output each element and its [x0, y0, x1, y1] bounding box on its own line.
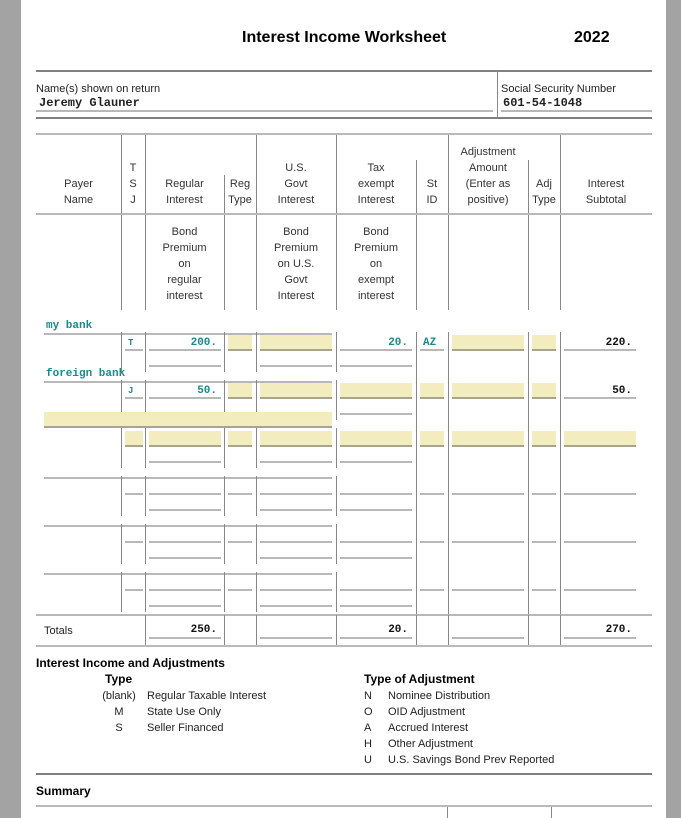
bond-premium-field-regular[interactable]	[149, 543, 221, 559]
divider	[36, 70, 652, 72]
field-adj-type[interactable]	[532, 383, 556, 399]
divider	[36, 110, 493, 112]
col-divider	[448, 332, 449, 380]
type-legend	[91, 688, 266, 736]
field-adj-amount[interactable]	[452, 335, 524, 351]
field-tsj[interactable]	[125, 383, 143, 399]
payer-name-field[interactable]	[44, 412, 332, 428]
value-subtotal: 220.	[605, 337, 632, 349]
field-adj-type[interactable]	[532, 575, 556, 591]
adjustment-legend-item: O OID Adjustment	[364, 706, 466, 718]
field-reg-type[interactable]	[228, 335, 252, 351]
adjustment-legend-item: A Accrued Interest	[364, 722, 469, 734]
bond-premium-field-regular[interactable]	[149, 351, 221, 367]
col-divider	[256, 476, 257, 516]
value-subtotal: 50.	[612, 385, 632, 397]
field-adj-amount[interactable]	[452, 431, 524, 447]
col-header-tax-exempt: Tax exempt Interest	[357, 162, 395, 206]
col-header-payer: Payer Name	[63, 178, 94, 206]
total-us-govt-field	[260, 623, 332, 639]
col-divider	[528, 524, 529, 572]
divider	[36, 213, 652, 215]
col-divider	[256, 615, 257, 646]
field-st-id[interactable]	[420, 383, 444, 399]
col-divider	[336, 524, 337, 564]
col-divider	[528, 476, 529, 524]
field-us-govt[interactable]	[260, 479, 332, 495]
col-header-subtotal: Interest Subtotal	[585, 178, 627, 206]
col-header-adj-amount: Adjustment Amount (Enter as positive)	[460, 146, 516, 206]
col-divider	[448, 476, 449, 524]
value-regular: 50.	[197, 385, 217, 397]
field-tax-exempt[interactable]	[340, 383, 412, 399]
adjustment-legend-title: Type of Adjustment	[364, 672, 475, 686]
col-divider	[121, 572, 122, 612]
field-adj-amount[interactable]	[452, 479, 524, 495]
field-adj-amount[interactable]	[452, 527, 524, 543]
payer-name: foreign bank	[46, 368, 126, 380]
col-header-adj-type: Adj Type	[532, 178, 556, 206]
divider	[36, 117, 652, 119]
value-tax-exempt: 20.	[388, 337, 408, 349]
col-divider	[560, 476, 561, 524]
col-header-tsj: T S J	[129, 162, 137, 206]
col-divider	[336, 615, 337, 646]
field-subtotal[interactable]	[564, 335, 636, 351]
bond-premium-field-tax-exempt[interactable]	[340, 591, 412, 607]
summary-title: Summary	[36, 784, 91, 798]
col-divider	[336, 572, 337, 612]
col-divider	[145, 615, 146, 646]
field-subtotal[interactable]	[564, 575, 636, 591]
col-divider	[448, 572, 449, 620]
totals-label: Totals	[44, 625, 73, 637]
col-divider	[416, 572, 417, 620]
col-divider	[560, 380, 561, 428]
payer-name: my bank	[46, 320, 93, 332]
col-header-reg-type: Reg Type	[228, 178, 252, 206]
col-divider	[416, 615, 417, 646]
col-divider	[224, 524, 225, 564]
bond-premium-field-tax-exempt[interactable]	[340, 543, 412, 559]
type-legend-item: S Seller Financed	[115, 722, 224, 734]
col-header-us-govt: U.S. Govt Interest	[277, 162, 315, 206]
col-divider	[336, 476, 337, 516]
field-adj-type[interactable]	[532, 431, 556, 447]
col-divider	[448, 615, 449, 646]
bond-premium-field-regular[interactable]	[149, 447, 221, 463]
col-header-st-id: St ID	[426, 178, 438, 206]
subheader-exempt-premium: Bond Premium on exempt interest	[353, 226, 398, 302]
col-divider	[145, 524, 146, 564]
field-st-id[interactable]	[420, 575, 444, 591]
col-divider	[560, 572, 561, 620]
col-divider	[448, 524, 449, 572]
bond-premium-field-us-govt[interactable]	[260, 351, 332, 367]
bond-premium-field-us-govt[interactable]	[260, 543, 332, 559]
field-reg-type[interactable]	[228, 431, 252, 447]
subheader-govt-premium: Bond Premium on U.S. Govt Interest	[273, 226, 318, 302]
field-us-govt[interactable]	[260, 527, 332, 543]
field-regular[interactable]	[149, 335, 221, 351]
divider	[36, 773, 652, 775]
col-divider	[224, 428, 225, 468]
field-st-id[interactable]	[420, 527, 444, 543]
divider	[36, 645, 652, 647]
field-adj-type[interactable]	[532, 479, 556, 495]
col-divider	[560, 615, 561, 646]
col-divider	[256, 572, 257, 612]
field-tsj[interactable]	[125, 335, 143, 351]
field-reg-type[interactable]	[228, 527, 252, 543]
adjustment-legend-item: H Other Adjustment	[364, 738, 473, 750]
field-tsj[interactable]	[125, 431, 143, 447]
col-divider	[145, 428, 146, 468]
field-st-id[interactable]	[420, 479, 444, 495]
field-regular[interactable]	[149, 479, 221, 495]
adjustment-legend-item: N Nominee Distribution	[364, 690, 491, 702]
name-label: Name(s) shown on return	[36, 83, 161, 95]
col-divider	[528, 572, 529, 620]
field-reg-type[interactable]	[228, 383, 252, 399]
bond-premium-field-us-govt[interactable]	[260, 591, 332, 607]
col-divider	[224, 476, 225, 516]
col-divider	[528, 380, 529, 428]
value-regular: 200.	[190, 337, 217, 349]
col-divider	[416, 428, 417, 476]
field-regular[interactable]	[149, 527, 221, 543]
field-us-govt[interactable]	[260, 575, 332, 591]
col-divider	[447, 807, 448, 818]
col-divider	[121, 332, 122, 372]
adjustment-legend	[364, 688, 554, 768]
col-header-regular: Regular Interest	[165, 178, 204, 206]
col-divider	[336, 380, 337, 420]
col-divider	[224, 615, 225, 646]
col-divider	[551, 807, 552, 818]
col-divider	[528, 428, 529, 476]
field-us-govt[interactable]	[260, 335, 332, 351]
divider	[497, 71, 498, 118]
col-divider	[256, 428, 257, 468]
col-divider	[448, 380, 449, 428]
bond-premium-field-us-govt[interactable]	[260, 447, 332, 463]
col-divider	[416, 524, 417, 572]
col-divider	[560, 428, 561, 476]
worksheet-title: Interest Income Worksheet	[242, 29, 447, 46]
col-divider	[336, 428, 337, 468]
field-tsj[interactable]	[125, 527, 143, 543]
col-divider	[528, 615, 529, 646]
col-divider	[560, 524, 561, 572]
legend-title: Interest Income and Adjustments	[36, 656, 225, 670]
bond-premium-field-us-govt[interactable]	[260, 495, 332, 511]
total-tax-exempt-field: 20.	[340, 623, 412, 639]
total-adj-amount-field	[452, 623, 524, 639]
field-adj-type[interactable]	[532, 527, 556, 543]
field-subtotal[interactable]	[564, 431, 636, 447]
col-divider	[145, 572, 146, 612]
value-tsj: J	[128, 386, 134, 396]
bond-premium-field-tax-exempt[interactable]	[340, 447, 412, 463]
field-us-govt[interactable]	[260, 431, 332, 447]
col-divider	[145, 332, 146, 372]
field-tax-exempt[interactable]	[340, 527, 412, 543]
col-divider	[416, 476, 417, 524]
field-reg-type[interactable]	[228, 575, 252, 591]
field-tax-exempt[interactable]	[340, 575, 412, 591]
col-divider	[448, 428, 449, 476]
bond-premium-field-tax-exempt[interactable]	[340, 495, 412, 511]
field-tax-exempt[interactable]	[340, 335, 412, 351]
bond-premium-field-regular[interactable]	[149, 495, 221, 511]
field-st-id[interactable]	[420, 431, 444, 447]
field-tsj[interactable]	[125, 575, 143, 591]
field-regular[interactable]	[149, 431, 221, 447]
field-tax-exempt[interactable]	[340, 431, 412, 447]
divider	[36, 805, 652, 807]
col-divider	[416, 332, 417, 380]
col-divider	[256, 332, 257, 372]
field-st-id[interactable]	[420, 335, 444, 351]
field-adj-type[interactable]	[532, 335, 556, 351]
bond-premium-field-tax-exempt[interactable]	[340, 399, 412, 415]
type-legend-item: M State Use Only	[114, 706, 221, 718]
total-regular-field: 250.	[149, 623, 221, 639]
adjustment-legend-item: U U.S. Savings Bond Prev Reported	[364, 754, 555, 766]
field-reg-type[interactable]	[228, 479, 252, 495]
ssn-field[interactable]: 601-54-1048	[503, 96, 583, 110]
field-adj-amount[interactable]	[452, 575, 524, 591]
divider	[501, 110, 652, 112]
type-legend-title: Type	[105, 672, 133, 686]
col-divider	[121, 524, 122, 564]
field-adj-amount[interactable]	[452, 383, 524, 399]
field-subtotal[interactable]	[564, 383, 636, 399]
taxpayer-name-field[interactable]: Jeremy Glauner	[39, 96, 140, 110]
col-divider	[256, 524, 257, 564]
bond-premium-field-tax-exempt[interactable]	[340, 351, 412, 367]
col-divider	[416, 380, 417, 428]
col-divider	[224, 332, 225, 372]
tax-year: 2022	[574, 29, 610, 46]
col-divider	[121, 476, 122, 516]
field-us-govt[interactable]	[260, 383, 332, 399]
ssn-label: Social Security Number	[501, 83, 616, 95]
worksheet-page	[21, 0, 666, 818]
col-divider	[528, 332, 529, 380]
field-regular[interactable]	[149, 575, 221, 591]
col-divider	[560, 332, 561, 380]
bond-premium-field-regular[interactable]	[149, 591, 221, 607]
field-subtotal[interactable]	[564, 479, 636, 495]
field-tsj[interactable]	[125, 479, 143, 495]
col-divider	[560, 135, 561, 310]
field-regular[interactable]	[149, 383, 221, 399]
type-legend-item: (blank) Regular Taxable Interest	[102, 690, 267, 702]
value-st-id: AZ	[423, 337, 437, 349]
field-tax-exempt[interactable]	[340, 479, 412, 495]
total-subtotal-field: 270.	[564, 623, 636, 639]
col-divider	[145, 476, 146, 516]
subheader-regular-premium: Bond Premium on regular interest	[162, 226, 207, 302]
value-tsj: T	[128, 338, 134, 348]
col-divider	[224, 572, 225, 612]
field-subtotal[interactable]	[564, 527, 636, 543]
col-divider	[336, 332, 337, 372]
col-divider	[121, 428, 122, 468]
